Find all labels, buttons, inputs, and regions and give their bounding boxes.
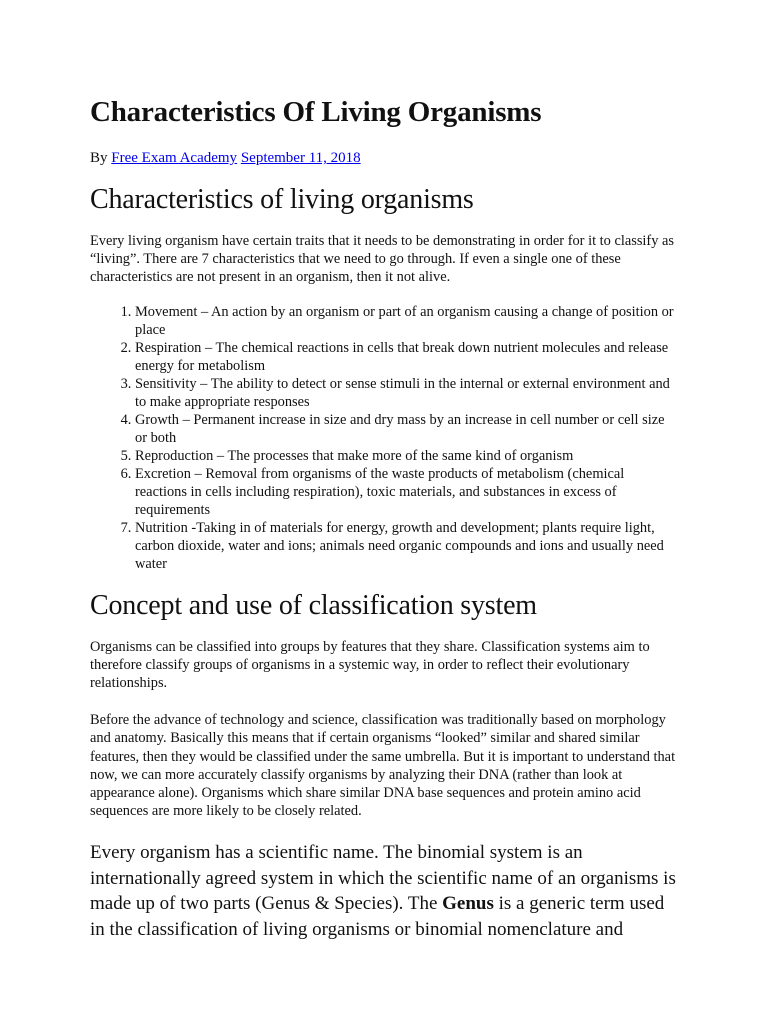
classification-paragraph-2: Before the advance of technology and science, classification was traditionally based on morphology and anatomy. Basically this means that if certain organisms “looked” similar and shared similar features, then they would be classified under the same umbrella. But it is important to understand that now, we can more accurately classify organisms by analyzing their DNA (rather than look at appearance alone). Organisms which share similar DNA base sequences and protein amino acid sequences are more likely to be closely related.	[90, 712, 676, 820]
binomial-text-start: Every organism has a scientific name. The binomial system is an internationally agreed system in which the scientific name of an organisms is made up of two parts (Genus & Species). The	[90, 842, 676, 915]
list-item: 6. Excretion – Removal from organisms of the waste products of metabolism (chemical reactions in cells including respiration), toxic materials, and substances in excess of requirements	[135, 465, 678, 519]
article-title: Characteristics Of Living Organisms	[90, 96, 542, 128]
section-heading-characteristics: Characteristics of living organisms	[90, 184, 474, 215]
byline	[90, 149, 678, 168]
author-link[interactable]: Free Exam Academy	[111, 150, 238, 166]
list-item: 3. Sensitivity – The ability to detect or sense stimuli in the internal or external environment and to make appropriate responses	[135, 375, 678, 411]
list-item: 7. Nutrition -Taking in of materials for energy, growth and development; plants require light, carbon dioxide, water and ions; animals need organic compounds and ions and usually need water	[135, 519, 678, 573]
characteristics-list	[90, 303, 678, 573]
byline-prefix: By	[90, 150, 112, 166]
list-item: 5. Reproduction – The processes that make more of the same kind of organism	[135, 447, 678, 465]
binomial-text-end: is a generic term used in the classification of living organisms or binomial nomenclature and	[90, 893, 665, 940]
section-heading-classification: Concept and use of classification system	[90, 589, 537, 621]
list-item: 1. Movement – An action by an organism or part of an organism causing a change of position or place	[135, 303, 678, 339]
list-item: 4. Growth – Permanent increase in size and dry mass by an increase in cell number or cell size or both	[135, 411, 678, 447]
date-link[interactable]: September 11, 2018	[240, 150, 361, 166]
classification-paragraph-1: Organisms can be classified into groups by features that they share. Classification systems aim to therefore classify groups of organisms in a systemic way, in order to reflect their evolutionary relationships.	[90, 638, 650, 692]
binomial-paragraph	[90, 840, 678, 942]
genus-term: Genus	[442, 893, 494, 915]
list-item: 2. Respiration – The chemical reactions in cells that break down nutrient molecules and release energy for metabolism	[135, 339, 678, 375]
intro-paragraph: Every living organism have certain traits that it needs to be demonstrating in order for it to classify as “living”. There are 7 characteristics that we need to go through. If even a single one of these characteristics are not present in an organism, then it not alive.	[90, 233, 675, 286]
